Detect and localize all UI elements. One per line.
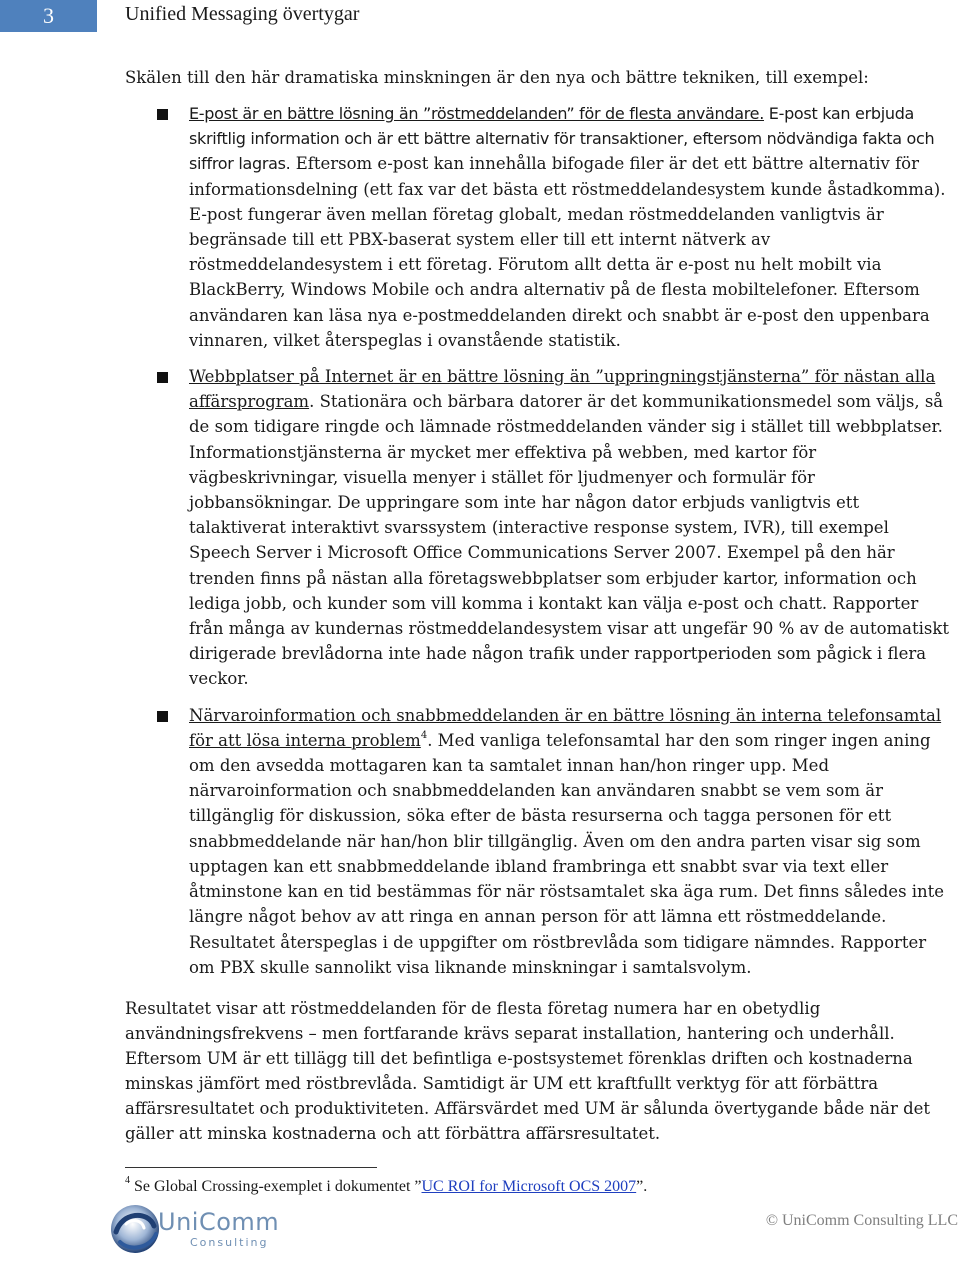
bullet-text: . Med vanliga telefonsamtal har den som ringer ingen aning om den avsedda mottagaren kan ta samtalet innan han/hon ringer upp. Med närvaroinformation och snabbmeddelanden kan användaren snabbt se vem som är tillgänglig för diskussion, söka efter de bästa resurserna och tagga personen för ett snabbmeddelande när han/hon blir tillgänglig. Även om den andra parten visar sig som upptagen kan ett snabbmeddelande ibland frambringa ett snabbt svar via text eller åtminstone kan en tid bestämmas för när röstsamtalet ska äga rum. Det finns således inte längre något behov av att ringa en annan person för att lämna ett röstmeddelande. Resultatet återspeglas i de uppgifter om röstbrevlåda som tidigare nämndes. Rapporter om PBX skulle sannolikt visa liknande minskningar i samtalsvolym. [189, 730, 945, 977]
bullet-square-icon [157, 109, 168, 120]
unicomm-logo [108, 1202, 278, 1258]
bullet-item-websites [125, 364, 955, 692]
page-header [0, 0, 960, 32]
copyright: © UniComm Consulting LLC [765, 1212, 958, 1229]
intro-paragraph: Skälen till den här dramatiska minskningen är den nya och bättre tekniken, till exempel: [125, 68, 869, 87]
bullet-item-email [125, 101, 955, 353]
bullet-square-icon [157, 372, 168, 383]
logo-subtitle: Consulting [190, 1236, 269, 1249]
logo-name: UniComm [158, 1208, 280, 1236]
footnote-number: 4 [125, 1175, 130, 1186]
bullet-text: . Stationära och bärbara datorer är det kommunikationsmedel som väljs, så de som tidigare ringde och lämnade röstmeddelanden vänder sig i stället till webbplatser. Informationstjänsterna är mycket mer effektiva på webben, med kartor för vägbeskrivningar, visuella menyer i stället för ljudmenyer och formulär för jobbansökningar. De uppringare som inte har någon dator erbjuds vanligtvis ett talaktiverat interaktivt svarssystem (interactive response system, IVR), till exempel Speech Server i Microsoft Office Communications Server 2007. Exempel på den här trenden finns på nästan alla företagswebbplatser som erbjuder kartor, information och lediga jobb, och kunder som vill komma i kontakt kan välja e-post och chatt. Rapporter från många av kundernas röstmeddelandesystem visar att ungefär 90 % av de automatiskt dirigerade brevlådorna inte hade någon trafik under rapportperioden som pågick i flera veckor. [189, 392, 950, 689]
bullet-list [125, 101, 955, 991]
bullet-text-continued: Eftersom e-post kan innehålla bifogade filer är det ett bättre alternativ för informationsdelning (ett fax var det bästa ett röstmeddelandesystem kunde åstadkomma). E-post fungerar även mellan företag globalt, medan röstmeddelanden vanligtvis är begränsade till ett PBX-baserat system eller till ett internt nätverk av röstmeddelandesystem i ett företag. Förutom allt detta är e-post nu helt mobilt via BlackBerry, Windows Mobile och andra alternativ på de flesta mobiltelefoner. Eftersom användaren kan läsa nya e-postmeddelanden direkt och snabbt är e-post den uppenbara vinnaren, vilket återspeglas i ovanstående statistik. [189, 154, 946, 350]
footnote-separator [125, 1167, 377, 1168]
footnote-ref[interactable]: 4 [420, 729, 428, 741]
footnote [125, 1175, 945, 1199]
page-number: 3 [0, 0, 97, 32]
bullet-lead: E-post är en bättre lösning än ”röstmeddelanden” för de flesta användare. [189, 104, 764, 123]
bullet-text: E-post kan erbjuda skriftlig information och är ett bättre alternativ för transaktioner, eftersom nödvändiga fakta och siffror lagras. [189, 104, 935, 174]
bullet-lead: Webbplatser på Internet är en bättre lösning än ”uppringningstjänsterna” för nästan alla affärsprogram [189, 367, 936, 412]
closing-paragraph: Resultatet visar att röstmeddelanden för de flesta företag numera har en obetydlig användningsfrekvens – men fortfarande krävs separat installation, hantering och underhåll. Eftersom UM är ett tillägg till det befintliga e-postsystemet förenklas driften och kostnaderna minskas jämfört med röstbrevlåda. Samtidigt är UM ett kraftfullt verktyg för att förbättra affärsresultatet och produktiviteten. Affärsvärdet med UM är sålunda övertygande både när det gäller att minska kostnaderna och att förbättra affärsresultatet. [125, 999, 931, 1143]
footnote-text: Se Global Crossing-exemplet i dokumentet ” [130, 1178, 422, 1195]
bullet-item-presence [125, 703, 955, 980]
footnote-link[interactable]: UC ROI for Microsoft OCS 2007 [421, 1178, 637, 1195]
bullet-square-icon [157, 711, 168, 722]
footnote-text-end: ”. [636, 1178, 648, 1195]
bullet-lead: Närvaroinformation och snabbmeddelanden är en bättre lösning än interna telefonsamtal för att lösa interna problem [189, 705, 942, 750]
logo-swirl-icon [108, 1202, 162, 1256]
header-title: Unified Messaging övertygar [125, 3, 360, 25]
